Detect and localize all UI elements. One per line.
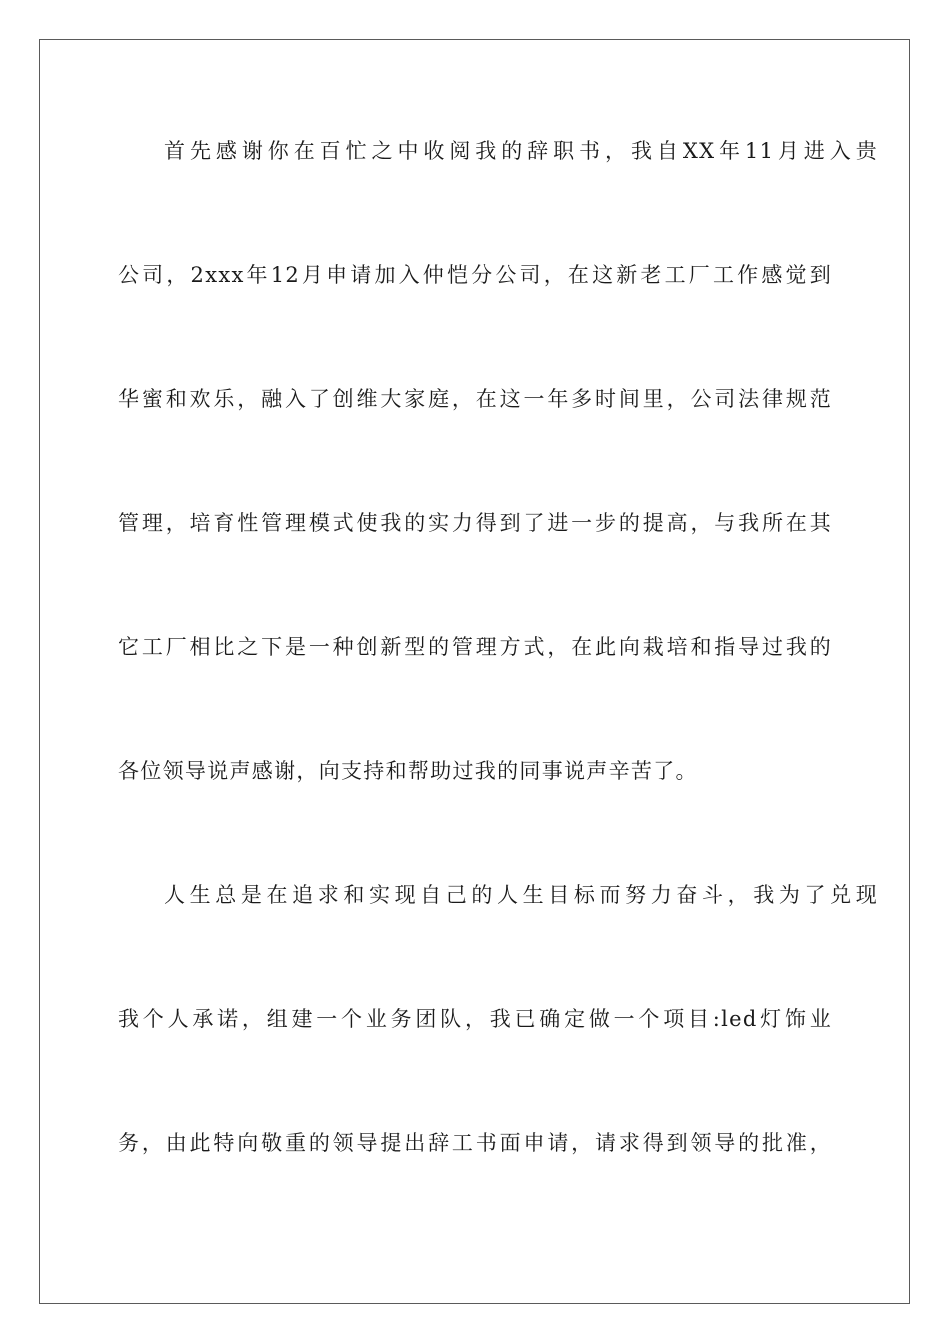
paragraph-1-line-4: 管理，培育性管理模式使我的实力得到了进一步的提高，与我所在其	[118, 511, 832, 535]
page-border	[39, 39, 910, 1304]
paragraph-1-line-2: 公司，2xxx年12月申请加入仲恺分公司，在这新老工厂工作感觉到	[118, 263, 832, 287]
paragraph-1-line-5: 它工厂相比之下是一种创新型的管理方式，在此向栽培和指导过我的	[118, 635, 832, 659]
paragraph-2-line-1: 人生总是在追求和实现自己的人生目标而努力奋斗，我为了兑现	[164, 883, 878, 907]
paragraph-1-line-3: 华蜜和欢乐，融入了创维大家庭，在这一年多时间里，公司法律规范	[118, 387, 832, 411]
paragraph-2-line-2: 我个人承诺，组建一个业务团队，我已确定做一个项目:led灯饰业	[118, 1007, 832, 1031]
paragraph-1-line-6: 各位领导说声感谢，向支持和帮助过我的同事说声辛苦了。	[118, 759, 698, 783]
paragraph-1-line-1: 首先感谢你在百忙之中收阅我的辞职书，我自XX年11月进入贵	[164, 139, 878, 163]
paragraph-2-line-3: 务，由此特向敬重的领导提出辞工书面申请，请求得到领导的批准，	[118, 1131, 832, 1155]
